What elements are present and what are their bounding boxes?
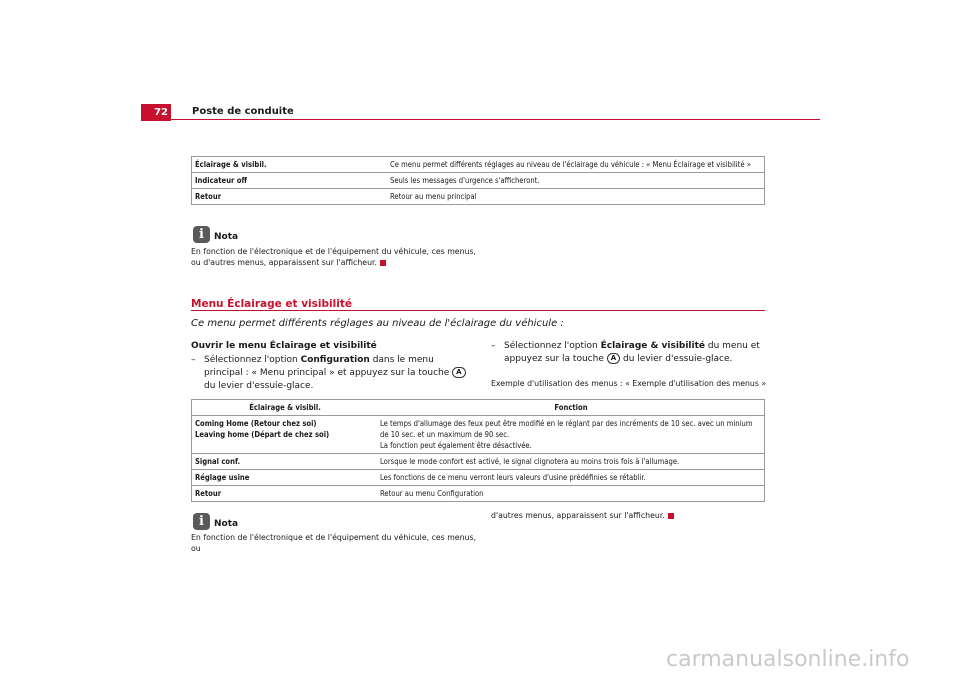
steps-heading: Ouvrir le menu Éclairage et visibilité — [191, 341, 377, 351]
step-2-part: du menu et appuyez sur la touche — [504, 341, 760, 364]
step-1-part: Sélectionnez l'option — [204, 355, 301, 365]
page-title: Poste de conduite — [192, 106, 294, 117]
table-cell-text: Ce menu permet différents réglages au niveau de l'éclairage du véhicule : « Menu Éclairage et visibilité » — [387, 157, 765, 173]
table-cell-text: Retour au menu principal — [387, 189, 765, 205]
step-2 — [491, 340, 766, 366]
step-2-text — [504, 340, 766, 366]
note-icon: i — [193, 513, 210, 530]
table-cell-text: Le temps d'allumage des feux peut être modifié en le réglant par des incréments de 10 sec. avec un minium de 10 sec. et un maximum de 90 sec. La fonction peut également être désactivée. — [377, 416, 765, 454]
table-cell-label: Signal conf. — [192, 454, 378, 470]
table-row — [192, 416, 765, 454]
section-divider — [191, 310, 765, 311]
step-1-option: Configuration — [300, 355, 370, 365]
note-text-right — [491, 510, 766, 521]
table-cell-text: Lorsque le mode confort est activé, le signal clignotera au moins trois fois à l'allumage. — [377, 454, 765, 470]
end-mark-icon — [380, 260, 386, 266]
section-subtitle: Ce menu permet différents réglages au niveau de l'éclairage du véhicule : — [191, 318, 564, 329]
step-2-part: du levier d'essuie-glace. — [620, 354, 733, 364]
table-row — [192, 157, 765, 173]
step-2-part: Sélectionnez l'option — [504, 341, 601, 351]
step-1 — [191, 354, 471, 393]
table-row — [192, 470, 765, 486]
table-header-cell: Fonction — [377, 400, 765, 416]
table-cell-label: Coming Home (Retour chez soi) Leaving home (Départ de chez soi) — [192, 416, 378, 454]
step-dash: – — [491, 341, 496, 351]
main-menu-table — [191, 156, 765, 205]
table-cell-label: Indicateur off — [192, 173, 388, 189]
table-cell-label: Retour — [192, 189, 388, 205]
watermark: carmanualsonline.info — [666, 647, 910, 672]
section-title: Menu Éclairage et visibilité — [191, 298, 352, 310]
table-cell-label: Retour — [192, 486, 378, 502]
table-header-cell: Éclairage & visibil. — [192, 400, 378, 416]
step-2-option: Éclairage & visibilité — [600, 341, 706, 351]
step-1-part: du levier d'essuie-glace. — [204, 381, 314, 391]
step-1-part: dans le menu principal : « Menu principal » et appuyez sur la touche — [204, 355, 453, 378]
table-cell-text: Les fonctions de ce menu verront leurs valeurs d'usine prédéfinies se rétablir. — [377, 470, 765, 486]
note-icon: i — [193, 226, 210, 243]
table-row — [192, 486, 765, 502]
wiper-key-a-icon: A — [452, 367, 465, 378]
note-text-content: d'autres menus, apparaissent sur l'afficheur. — [491, 511, 665, 520]
table-row — [192, 189, 765, 205]
note-label: Nota — [214, 232, 239, 242]
lighting-menu-table — [191, 399, 765, 502]
table-row — [192, 454, 765, 470]
note-text-left: En fonction de l'électronique et de l'équipement du véhicule, ces menus, ou — [191, 533, 477, 553]
table-header-row — [192, 400, 765, 416]
table-cell-text: Seuls les messages d'urgence s'afficheront. — [387, 173, 765, 189]
example-caption: Exemple d'utilisation des menus : « Exemple d'utilisation des menus » — [491, 379, 767, 388]
wiper-key-a-icon: A — [607, 353, 620, 364]
end-mark-icon — [668, 513, 674, 519]
table-cell-label: Éclairage & visibil. — [192, 157, 388, 173]
table-cell-label: Réglage usine — [192, 470, 378, 486]
step-1-text — [204, 354, 471, 393]
note-text-content: En fonction de l'électronique et de l'équipement du véhicule, ces menus, ou d'autres menus, apparaissent sur l'afficheur. — [191, 247, 477, 267]
table-row — [192, 173, 765, 189]
note-label: Nota — [214, 519, 239, 529]
header-divider — [171, 119, 820, 120]
page-number: 72 — [141, 104, 171, 121]
table-cell-text: Retour au menu Configuration — [377, 486, 765, 502]
step-dash: – — [191, 355, 196, 365]
note-text — [191, 246, 481, 268]
